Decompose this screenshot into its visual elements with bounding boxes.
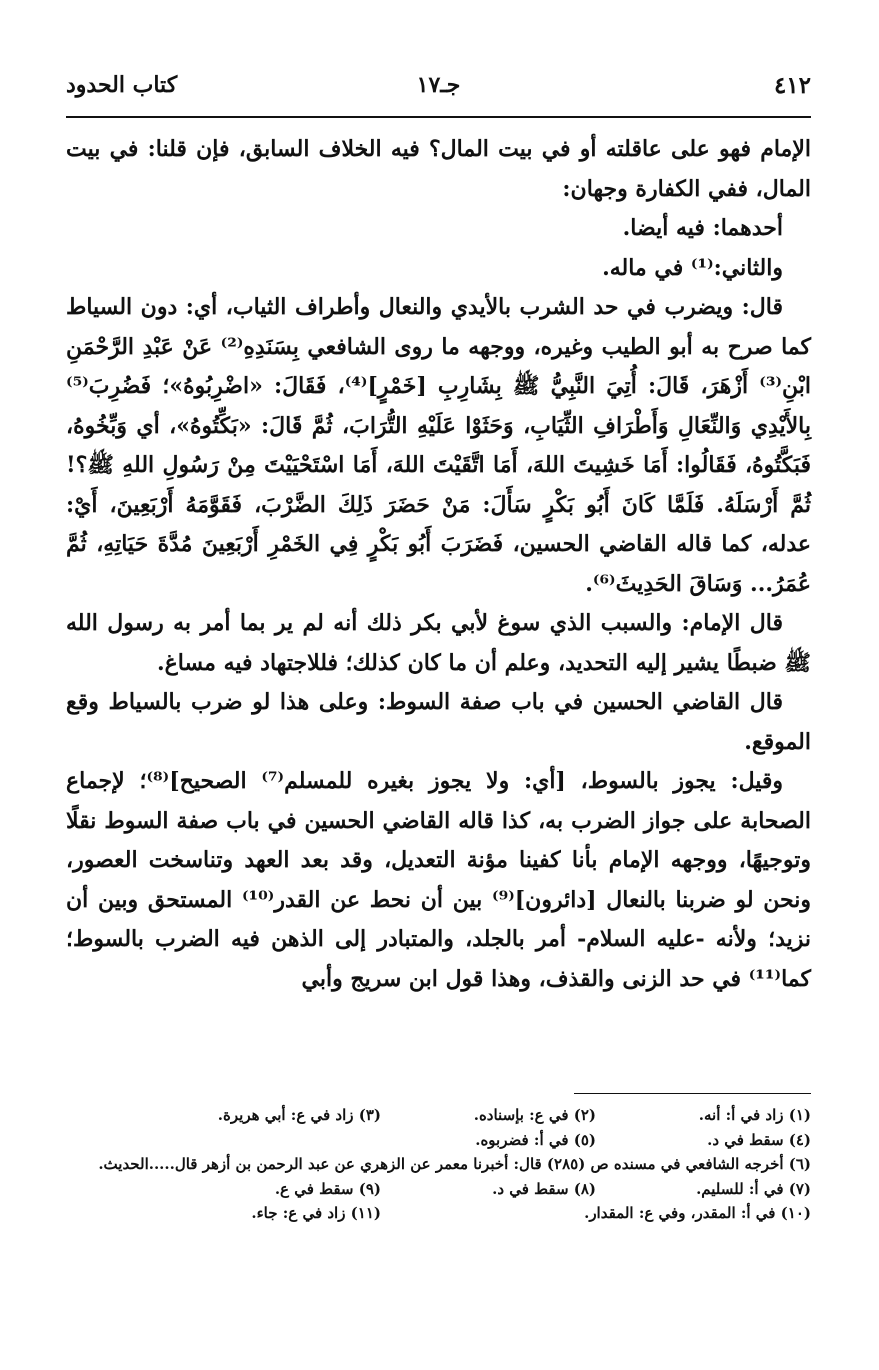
footnote-5: (٥) في أ: فضربوه. xyxy=(475,1130,596,1149)
paragraph-first-view: أحدهما: فيه أيضا. xyxy=(622,215,783,241)
footnote-4: (٤) سقط في د. xyxy=(707,1130,811,1149)
paragraph-continuation: الإمام فهو على عاقلته أو في بيت المال؟ فيه الخلاف السابق، فإن قلنا: في بيت المال، ففي الكفارة وجهان: xyxy=(66,136,811,202)
footnote-row xyxy=(66,1177,811,1202)
footnotes xyxy=(66,1103,811,1226)
footnote-10: (١٠) في أ: المقدر، وفي ع: المقدار. xyxy=(584,1204,811,1222)
paragraph-qadi: قال القاضي الحسين في باب صفة السوط: وعلى هذا لو ضرب بالسياط وقع الموقع. xyxy=(66,689,811,755)
book-title: كتاب الحدود xyxy=(66,72,178,98)
footnote-row xyxy=(66,1103,811,1128)
page-number: ٤١٢ xyxy=(773,72,811,99)
footnote-6: (٦) أخرجه الشافعي في مسنده ص (٢٨٥) قال: أخبرنا معمر عن الزهري عن عبد الرحمن بن أزهر قال.....الحديث. xyxy=(98,1155,811,1173)
footnote-11: (١١) زاد في ع: جاء. xyxy=(251,1204,381,1222)
main-text xyxy=(66,130,811,999)
paragraph-whip: وقيل: يجوز بالسوط، [أي: ولا يجوز بغيره للمسلم⁽⁷⁾ الصحيح]⁽⁸⁾؛ لإجماع الصحابة على جواز الضرب به، كذا قاله القاضي الحسين في باب صفة السوط نقلًا وتوجيهًا، ووجهه الإمام بأنا كفينا مؤنة التعديل، وقد بعد العهد وتناسخت العصور، ونحن لو ضربنا بالنعال [دائرون]⁽⁹⁾ بين أن نحط عن القدر⁽¹⁰⁾ المستحق وبين أن نزيد؛ ولأنه -عليه السلام- أمر بالجلد، والمتبادر إلى الذهن فيه الضرب بالسوط؛ كما⁽¹¹⁾ في حد الزنى والقذف، وهذا قول ابن سريج وأبي xyxy=(66,768,812,992)
paragraph-imam: قال الإمام: والسبب الذي سوغ لأبي بكر ذلك أنه لم ير بما أمر به رسول الله ﷺ ضبطًا يشير إليه التحديد، وعلم أن ما كان كذلك؛ فللاجتهاد فيه مساغ. xyxy=(66,610,811,676)
footnote-7: (٧) في أ: للسليم. xyxy=(696,1179,811,1198)
footnote-8: (٨) سقط في د. xyxy=(492,1179,596,1198)
footnote-1: (١) زاد في أ: أنه. xyxy=(698,1106,811,1124)
paragraph-hadith: قال: ويضرب في حد الشرب بالأيدي والنعال وأطراف الثياب، أي: دون السياط كما صرح به أبو الطيب وغيره، ووجهه ما روى الشافعي بِسَنَدِهِ⁽²⁾ عَنْ عَبْدِ الرَّحْمَنِ ابْنِ⁽³⁾ أَزْهَرَ، قَالَ: أُتِيَ النَّبِيُّ ﷺ بِشَارِبِ [خَمْرٍ]⁽⁴⁾، فَقَالَ: «اضْرِبُوهُ»؛ فَضُرِبَ⁽⁵⁾ بِالأَيْدِي وَالنِّعَالِ وَأَطْرَافِ الثِّيَابِ، وَحَثَوْا عَلَيْهِ التُّرَابَ، ثُمَّ قَالَ: «بَكِّتُوهُ»، أي وَبِّخُوهُ، فَبَكَّتُوهُ، فَقَالُوا: أَمَا خَشِيتَ اللهَ، أَمَا اتَّقَيْتَ اللهَ، أَمَا اسْتَحْيَيْتَ مِنْ رَسُولِ اللهِ ﷺ؟! ثُمَّ أَرْسَلَهُ. فَلَمَّا كَانَ أَبُو بَكْرٍ سَأَلَ: مَنْ حَضَرَ ذَلِكَ الضَّرْبَ، فَقَوَّمَهُ أَرْبَعِينَ، أَيْ: عدله، كما قاله القاضي الحسين، فَضَرَبَ أَبُو بَكْرٍ فِي الخَمْرِ أَرْبَعِينَ مُدَّةَ حَيَاتِهِ، ثُمَّ عُمَرُ... وَسَاقَ الحَدِيثَ⁽⁶⁾. xyxy=(66,294,811,597)
header-divider xyxy=(66,116,811,118)
footnote-divider xyxy=(574,1093,811,1094)
footnote-2: (٢) في ع: بإسناده. xyxy=(473,1106,596,1124)
footnote-row xyxy=(66,1201,811,1226)
volume-label: جـ١٧ xyxy=(416,72,461,98)
paragraph-second-view: والثاني:⁽¹⁾ في ماله. xyxy=(602,254,783,281)
running-header xyxy=(66,68,811,108)
footnote-3: (٣) زاد في ع: أبي هريرة. xyxy=(217,1106,381,1124)
footnote-9: (٩) سقط في ع. xyxy=(274,1179,381,1198)
footnote-row xyxy=(66,1128,811,1153)
